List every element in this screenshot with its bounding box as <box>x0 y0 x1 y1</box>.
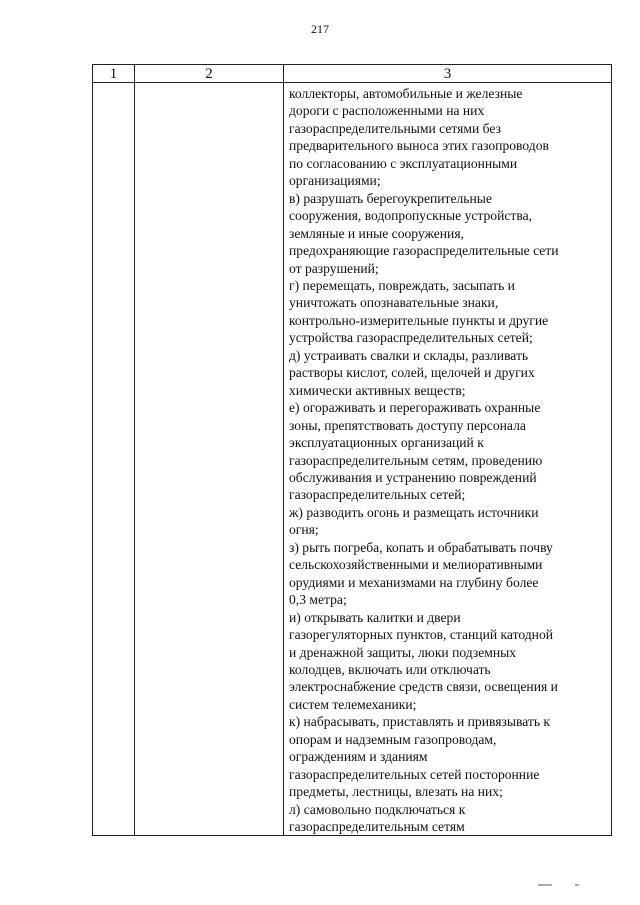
table-cell-col1 <box>93 83 135 836</box>
text-line: газорегуляторных пунктов, станций катодной <box>289 627 554 643</box>
text-line: г) перемещать, повреждать, засыпать и <box>289 277 515 293</box>
text-line: электроснабжение средств связи, освещения и <box>289 679 558 695</box>
text-line: ж) разводить огонь и размещать источники <box>289 504 539 520</box>
text-line: организациями; <box>289 173 381 189</box>
text-line: к) набрасывать, приставлять и привязывать к <box>289 714 551 730</box>
text-line: предварительного выноса этих газопроводов <box>289 138 549 154</box>
text-line: дороги с расположенными на них <box>289 103 485 119</box>
text-line: систем телемеханики; <box>289 696 417 712</box>
column-header-2: 2 <box>135 65 284 83</box>
text-line: и) открывать калитки и двери <box>289 609 461 625</box>
column-header-3: 3 <box>284 65 612 83</box>
table-header-row <box>93 65 612 83</box>
text-line: в) разрушать берегоукрепительные <box>289 190 492 206</box>
text-line: опорам и надземным газопроводам, <box>289 731 497 747</box>
text-line: по согласованию с эксплуатационными <box>289 155 518 171</box>
text-line: сооружения, водопропускные устройства, <box>289 208 533 224</box>
text-line: растворы кислот, солей, щелочей и других <box>289 365 535 381</box>
text-line: е) огораживать и перегораживать охранные <box>289 400 541 416</box>
column-header-1: 1 <box>93 65 135 83</box>
text-line: предохраняющие газораспределительные сети <box>289 243 559 259</box>
text-line: 0,3 метра; <box>289 592 347 608</box>
text-line: земляные и иные сооружения, <box>289 225 464 241</box>
scan-mark <box>538 884 552 886</box>
table-cell-col3 <box>284 83 612 836</box>
table-cell-col2 <box>135 83 284 836</box>
text-line: контрольно-измерительные пункты и другие <box>289 312 549 328</box>
text-line: коллекторы, автомобильные и железные <box>289 86 523 101</box>
document-table <box>92 64 612 836</box>
text-line: эксплуатационных организаций к <box>289 435 484 451</box>
text-line: от разрушений; <box>289 260 379 276</box>
text-line: ограждениям и зданиям <box>289 749 428 765</box>
text-line: орудиями и механизмами на глубину более <box>289 574 539 590</box>
scan-mark <box>575 884 579 886</box>
text-line: сельскохозяйственными и мелиоративными <box>289 557 543 573</box>
text-line: зоны, препятствовать доступу персонала <box>289 417 526 433</box>
text-line: устройства газораспределительных сетей; <box>289 330 533 346</box>
page-number: 217 <box>311 22 329 36</box>
text-line: обслуживания и устранению повреждений <box>289 469 537 485</box>
text-line: д) устраивать свалки и склады, разливать <box>289 347 529 363</box>
text-line: уничтожать опознавательные знаки, <box>289 295 499 311</box>
text-line: химически активных веществ; <box>289 382 466 398</box>
text-line: газораспределительных сетей посторонние <box>289 766 540 782</box>
text-line: колодцев, включать или отключать <box>289 661 491 677</box>
text-line: и дренажной защиты, люки подземных <box>289 644 517 660</box>
text-line: л) самовольно подключаться к <box>289 801 466 817</box>
text-line: газораспределительных сетей; <box>289 487 466 503</box>
text-line: предметы, лестницы, влезать на них; <box>289 784 503 800</box>
text-line: газораспределительным сетям, проведению <box>289 452 543 468</box>
text-line: газораспределительным сетям <box>289 819 465 835</box>
text-line: з) рыть погреба, копать и обрабатывать почву <box>289 539 553 555</box>
text-line: газораспределительными сетями без <box>289 120 501 136</box>
text-line: огня; <box>289 522 319 538</box>
table-row <box>93 83 612 836</box>
